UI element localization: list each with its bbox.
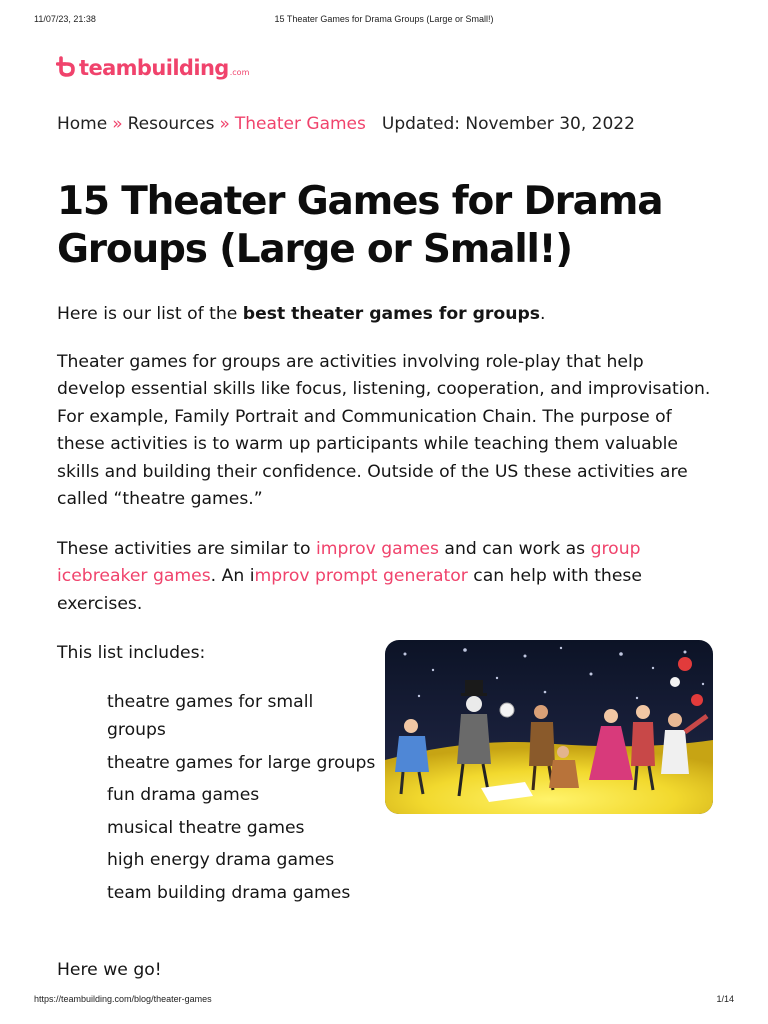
print-url: https://teambuilding.com/blog/theater-games (34, 994, 212, 1004)
logo-wordmark: teambuilding (79, 56, 229, 80)
list-item: theatre games for small groups (107, 692, 314, 740)
list-item: theatre games for large groups (107, 752, 376, 773)
page-title: 15 Theater Games for Drama Groups (Large or Small!) (57, 179, 663, 272)
site-logo[interactable] (56, 50, 249, 80)
paragraph-text: These activities are similar to (57, 539, 316, 559)
intro-bold-text: best theater games for groups (242, 304, 540, 324)
group-icebreaker-games-link[interactable]: group icebreaker games (57, 539, 641, 587)
improv-games-link[interactable]: improv games (315, 539, 439, 559)
intro-text-end: . (539, 304, 546, 324)
breadcrumb-resources[interactable]: Resources (127, 114, 215, 134)
theater-illustration-graphic (385, 640, 713, 814)
list-item: fun drama games (107, 785, 260, 805)
breadcrumb-separator: » (219, 114, 230, 134)
improv-prompt-generator-link[interactable]: mprov prompt generator (254, 566, 468, 587)
breadcrumb-home[interactable]: Home (57, 114, 108, 134)
paragraph-text: can help with these exercises. (57, 566, 642, 614)
list-intro: This list includes: (57, 643, 206, 663)
breadcrumb-separator: » (112, 114, 123, 134)
print-header (0, 14, 768, 28)
includes-list (107, 688, 377, 911)
breadcrumb (57, 112, 635, 136)
paragraph-text: and can work as (438, 539, 591, 559)
intro-text: Here is our list of the (57, 304, 243, 324)
outro-text: Here we go! (57, 960, 162, 980)
list-item: high energy drama games (107, 850, 335, 870)
intro-paragraph (57, 301, 717, 328)
print-page-title: 15 Theater Games for Drama Groups (Large or Small!) (274, 14, 494, 24)
list-item: musical theatre games (107, 817, 305, 838)
teambuilding-logo-icon (56, 56, 78, 78)
paragraph-text: . An i (210, 566, 255, 587)
page-number: 1/14 (716, 994, 734, 1004)
breadcrumb-current[interactable]: Theater Games (234, 114, 366, 134)
description-paragraph: Theater games for groups are activities involving role-play that help develop essential skills like focus, listening, cooperation, and improvisation. For example, Family Portrait and Communication Chain. The purpose of these activities is to warm up participants while teaching them valuable skills and building their confidence. Outside of the US these activities are called “theatre games.” (57, 352, 711, 510)
logo-tld: .com (229, 68, 250, 77)
list-item: team building drama games (107, 882, 351, 903)
theater-illustration-image (385, 640, 713, 814)
print-datetime: 11/07/23, 21:38 (34, 14, 96, 24)
updated-date: Updated: November 30, 2022 (381, 114, 635, 134)
related-paragraph (57, 536, 717, 618)
